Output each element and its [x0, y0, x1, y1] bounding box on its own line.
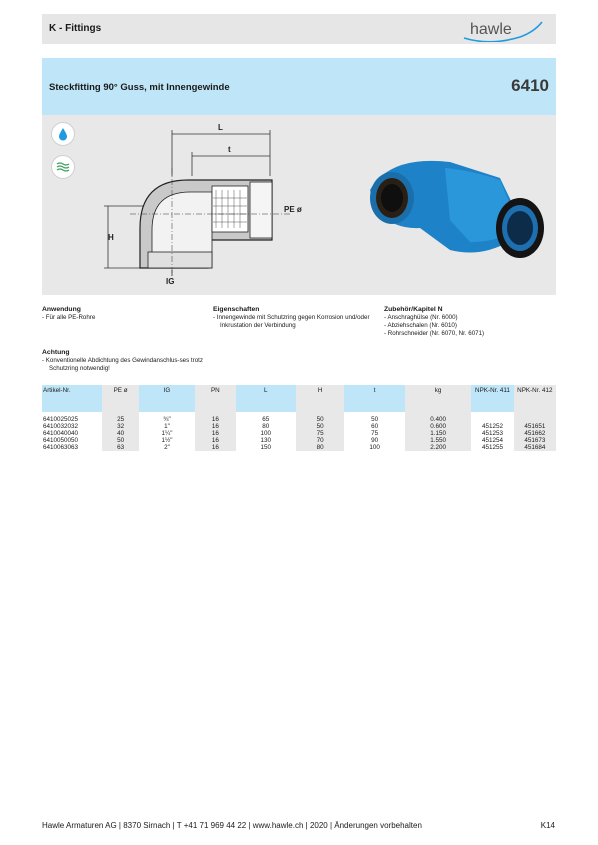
table-cell: 6410063063 — [43, 444, 79, 451]
table-cell: 16 — [195, 416, 235, 423]
dim-l-label: L — [218, 123, 223, 132]
col-artikel: Artikel-Nr. — [42, 385, 102, 412]
table-cell: ¾" — [163, 416, 171, 423]
table-cell: 16 — [195, 444, 235, 451]
eigenschaften-item: - Innengewinde mit Schutzring gegen Korrosion und/oder Inkrustation der Verbindung — [213, 314, 373, 330]
table-cell: 16 — [195, 437, 235, 444]
dim-h-label: H — [108, 233, 114, 242]
table-cell: 25 — [102, 416, 138, 423]
table-cell: 150 — [260, 444, 271, 451]
footer-text: Hawle Armaturen AG | 8370 Sirnach | T +41 71 969 44 22 | www.hawle.ch | 2020 | Änderungen vorbehalten — [42, 821, 422, 830]
eigenschaften-section — [213, 305, 373, 330]
hawle-logo — [460, 16, 544, 42]
section-title: K - Fittings — [49, 23, 102, 34]
brand-text: hawle — [470, 21, 512, 38]
achtung-section — [42, 348, 212, 373]
spec-table — [42, 385, 556, 451]
table-cell: 70 — [296, 437, 344, 444]
table-cell: 80 — [262, 423, 270, 430]
wastewater-icon — [51, 155, 75, 179]
zubehoer-item: - Rohrschneider (Nr. 6070, Nr. 6071) — [384, 330, 554, 338]
table-cell: 100 — [260, 430, 271, 437]
table-row — [42, 423, 556, 430]
anwendung-item: - Für alle PE-Rohre — [42, 314, 202, 322]
table-cell: 6410050050 — [43, 437, 79, 444]
table-row — [42, 437, 556, 444]
table-cell: 1¼" — [161, 430, 173, 437]
product-number: 6410 — [511, 76, 549, 95]
table-row — [42, 416, 556, 423]
table-cell: 16 — [195, 430, 235, 437]
col-h: H — [296, 385, 344, 412]
table-cell: 1½" — [161, 437, 173, 444]
page-number: K14 — [540, 821, 555, 830]
zubehoer-section — [384, 305, 554, 338]
table-cell: 65 — [262, 416, 270, 423]
col-npk412: NPK-Nr. 412 — [514, 385, 556, 412]
table-cell: 100 — [369, 444, 380, 451]
anwendung-heading: Anwendung — [42, 306, 81, 313]
col-pn: PN — [195, 385, 235, 412]
table-cell: 50 — [296, 416, 344, 423]
table-cell: 451662 — [514, 430, 556, 437]
achtung-item: - Konventionelle Abdichtung des Gewindanschlus-ses trotz Schutzring notwendig! — [42, 357, 212, 373]
table-cell: 451254 — [481, 437, 503, 444]
eigenschaften-heading: Eigenschaften — [213, 306, 260, 313]
table-cell: 75 — [296, 430, 344, 437]
table-row — [42, 444, 556, 451]
table-cell: 6410025025 — [43, 416, 79, 423]
table-cell: 6410040040 — [43, 430, 79, 437]
table-cell: 451252 — [481, 423, 503, 430]
table-cell: 50 — [296, 423, 344, 430]
col-kg: kg — [405, 385, 472, 412]
technical-drawing — [100, 118, 320, 293]
anwendung-section — [42, 305, 202, 322]
table-cell: 451651 — [514, 423, 556, 430]
col-l: L — [236, 385, 296, 412]
dim-pe-label: PE ø — [284, 205, 302, 214]
col-ig: IG — [139, 385, 195, 412]
table-cell: 451673 — [514, 437, 556, 444]
product-photo — [350, 150, 560, 270]
table-cell: 80 — [296, 444, 344, 451]
dim-ig-label: IG — [166, 277, 175, 286]
table-cell: 451253 — [481, 430, 503, 437]
table-cell: 0.600 — [405, 423, 472, 430]
zubehoer-item: - Abziehschalen (Nr. 6010) — [384, 322, 554, 330]
table-cell: 451684 — [514, 444, 556, 451]
table-cell — [471, 416, 513, 423]
table-header-row — [42, 385, 556, 412]
table-cell — [514, 416, 556, 423]
dim-t-label: t — [228, 145, 231, 154]
table-cell: 1.150 — [405, 430, 472, 437]
table-cell: 32 — [102, 423, 138, 430]
water-drop-icon — [51, 122, 75, 146]
table-cell: 90 — [371, 437, 379, 444]
table-cell: 130 — [260, 437, 271, 444]
table-cell: 2" — [164, 444, 170, 451]
product-title: Steckfitting 90° Guss, mit Innengewinde — [49, 82, 230, 93]
table-cell: 2.200 — [405, 444, 472, 451]
table-cell: 50 — [371, 416, 379, 423]
header-bar — [42, 14, 556, 44]
table-cell: 60 — [371, 423, 379, 430]
table-cell: 1" — [164, 423, 170, 430]
table-cell: 6410032032 — [43, 423, 79, 430]
table-cell: 16 — [195, 423, 235, 430]
table-cell: 1.550 — [405, 437, 472, 444]
zubehoer-heading: Zubehör/Kapitel N — [384, 306, 443, 313]
col-t: t — [344, 385, 404, 412]
col-pe: PE ø — [102, 385, 138, 412]
table-cell: 0.400 — [405, 416, 472, 423]
col-npk411: NPK-Nr. 411 — [471, 385, 513, 412]
table-cell: 50 — [102, 437, 138, 444]
table-cell: 40 — [102, 430, 138, 437]
achtung-heading: Achtung — [42, 349, 70, 356]
table-cell: 451255 — [481, 444, 503, 451]
zubehoer-item: - Anschraghülse (Nr. 6000) — [384, 314, 554, 322]
table-cell: 63 — [102, 444, 138, 451]
table-row — [42, 430, 556, 437]
table-cell: 75 — [371, 430, 379, 437]
